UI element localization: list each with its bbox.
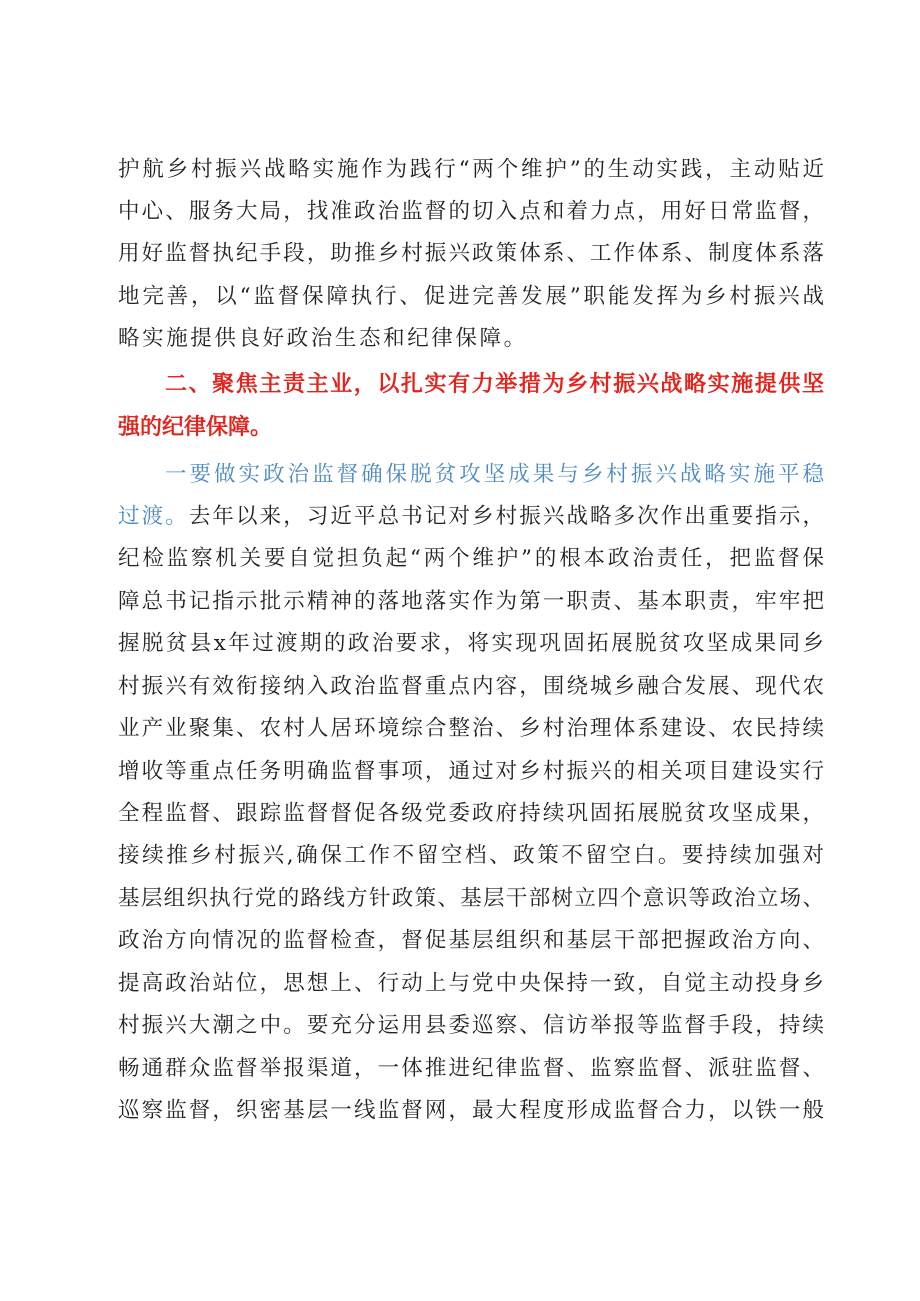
body-line: 基层组织执行党的路线方针政策、基层干部树立四个意识等政治立场、 [118, 886, 824, 911]
body-line: 畅通群众监督举报渠道，一体推进纪律监督、监察监督、派驻监督、 [118, 1056, 824, 1081]
subsection-title-line-1: 一要做实政治监督确保脱贫攻坚成果与乡村振兴战略实施平稳 [165, 462, 824, 487]
body-line: 接续推乡村振兴,确保工作不留空档、政策不留空白。要持续加强对 [118, 843, 824, 868]
intro-line-1: 护航乡村振兴战略实施作为践行“两个维护”的生动实践，主动贴近 [118, 157, 824, 182]
intro-line-5: 略实施提供良好政治生态和纪律保障。 [118, 326, 528, 351]
body-line: 巡察监督，织密基层一线监督网，最大程度形成监督合力，以铁一般 [118, 1098, 824, 1123]
body-line: 提高政治站位，思想上、行动上与党中央保持一致，自觉主动投身乡 [118, 971, 824, 996]
section-heading-line-1: 二、聚焦主责主业，以扎实有力举措为乡村振兴战略实施提供坚 [165, 372, 824, 397]
subsection-title-line-2: 过渡。 [118, 504, 189, 529]
subsection-line-2 [118, 497, 824, 537]
intro-line-2: 中心、服务大局，找准政治监督的切入点和着力点，用好日常监督， [118, 199, 824, 224]
body-line: 全程监督、跟踪监督督促各级党委政府持续巩固拓展脱贫攻坚成果， [118, 801, 824, 826]
section-heading-line-2: 强的纪律保障。 [118, 415, 273, 440]
subsection-line-2-rest: 去年以来，习近平总书记对乡村振兴战略多次作出重要指示， [188, 504, 824, 529]
body-line: 纪检监察机关要自觉担负起“两个维护”的根本政治责任，把监督保 [118, 546, 824, 571]
intro-line-4: 地完善，以“监督保障执行、促进完善发展”职能发挥为乡村振兴战 [118, 284, 824, 309]
body-line: 村振兴大潮之中。要充分运用县委巡察、信访举报等监督手段，持续 [118, 1013, 824, 1038]
intro-line-3: 用好监督执纪手段，助推乡村振兴政策体系、工作体系、制度体系落 [118, 241, 824, 266]
body-line: 村振兴有效衔接纳入政治监督重点内容，围绕城乡融合发展、现代农 [118, 674, 824, 699]
body-line: 增收等重点任务明确监督事项，通过对乡村振兴的相关项目建设实行 [118, 759, 824, 784]
body-line: 政治方向情况的监督检查，督促基层组织和基层干部把握政治方向、 [118, 928, 824, 953]
body-line: 业产业聚集、农村人居环境综合整治、乡村治理体系建设、农民持续 [118, 716, 824, 741]
body-line: 障总书记指示批示精神的落地落实作为第一职责、基本职责，牢牢把 [118, 589, 824, 614]
body-line: 握脱贫县x年过渡期的政治要求，将实现巩固拓展脱贫攻坚成果同乡 [118, 631, 824, 656]
